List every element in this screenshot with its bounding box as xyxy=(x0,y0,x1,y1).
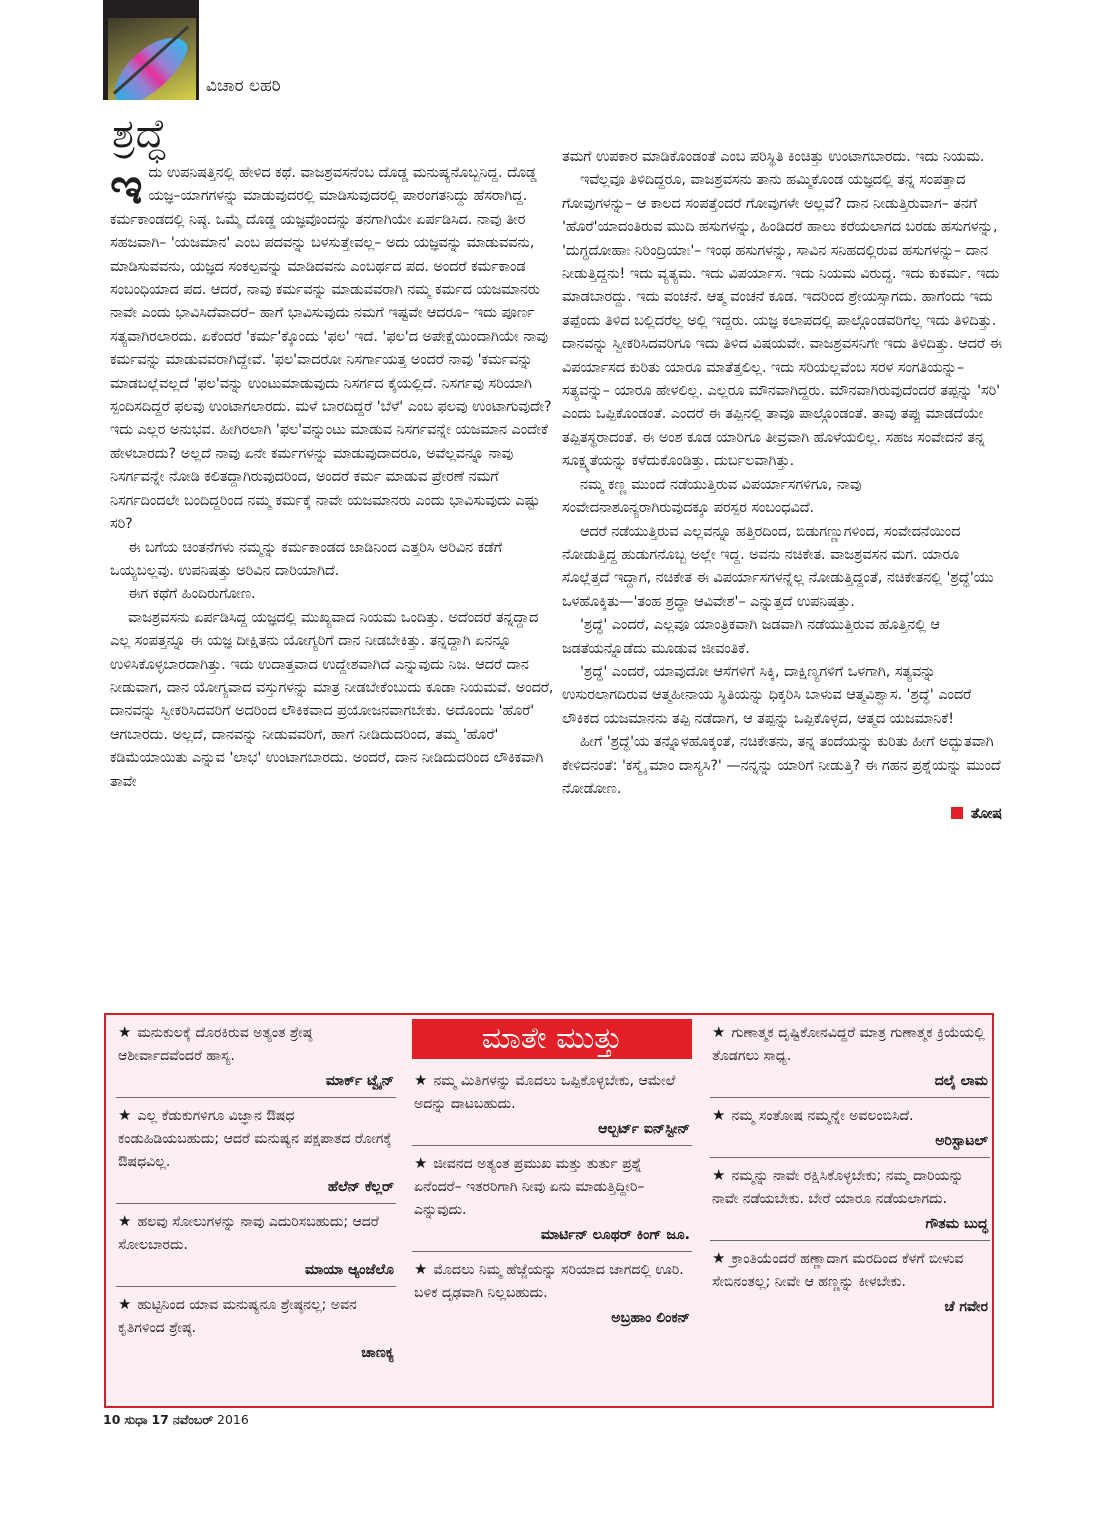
star-icon: ★ xyxy=(118,1295,132,1313)
article-paragraph: ವಾಜಶ್ರವಸನು ಏರ್ಪಡಿಸಿದ್ದ ಯಜ್ಞದಲ್ಲಿ ಮುಖ್ಯವಾದ ನಿಯಮ ಒಂದಿತ್ತು. ಅದೆಂದರೆ ತನ್ನದ್ದಾದ ಎಲ್ಲ ಸಂಪತ್ತನ್ನೂ ಈ ಯಜ್ಞ ದೀಕ್ಷಿತನು ಯೋಗ್ಯರಿಗೆ ದಾನ ನೀಡಬೇಕಿತ್ತು. ತನ್ನದ್ದಾಗಿ ಏನನ್ನೂ ಉಳಿಸಿಕೊಳ್ಳಬಾರದಾಗಿತ್ತು. ಇದು ಉದಾತ್ತವಾದ ಉದ್ದೇಶವಾಗಿದೆ ಎನ್ನುವುದು ನಿಜ. ಆದರೆ ದಾನ ನೀಡುವಾಗ, ದಾನ ಯೋಗ್ಯವಾದ ವಸ್ತುಗಳನ್ನು ಮಾತ್ರ ನೀಡಬೇಕೆಂಬುದು ಕೂಡಾ ನಿಯಮವೆ. ಅಂದರೆ, ದಾನವನ್ನು ಸ್ವೀಕರಿಸಿದವರಿಗೆ ಅದರಿಂದ ಲೌಕಿಕವಾದ ಪ್ರಯೋಜನವಾಗಬೇಕು. ಅದೊಂದು 'ಹೊರೆ' ಆಗಬಾರದು. ಅಲ್ಲದೆ, ದಾನವನ್ನು ನೀಡುವವರಿಗೆ, ಹಾಗೆ ನೀಡಿದುದರಿಂದ, ತಮ್ಮ 'ಹೊರೆ' ಕಡಿಮೆಯಾಯಿತು ಎನ್ನುವ 'ಲಾಭ' ಉಂಟಾಗಬಾರದು. ಅಂದರೆ, ದಾನ ನೀಡಿದುದರಿಂದ ಲೌಕಿಕವಾಗಿ ತಾವೇ xyxy=(110,609,554,790)
quote-author: ಚೆ ಗವೇರ xyxy=(944,1299,988,1315)
quote-item: ★ ಮೊದಲು ನಿಮ್ಮ ಹೆಜ್ಜೆಯನ್ನು ಸರಿಯಾದ ಜಾಗದಲ್ಲಿ ಊರಿ. ಬಳಿಕ ದೃಢವಾಗಿ ನಿಲ್ಲಬಹುದು. ಅಬ್ರಹಾಂ ಲಿಂಕನ್ xyxy=(412,1252,692,1334)
star-icon: ★ xyxy=(414,1260,428,1278)
quote-item: ★ ಎಲ್ಲ ಕೆಡುಕುಗಳಿಗೂ ವಿಜ್ಞಾನ ಔಷಧ ಕಂಡುಹಿಡಿಯಬಹುದು; ಆದರೆ ಮನುಷ್ಯನ ಪಕ್ಷಪಾತದ ರೋಗಕ್ಕೆ ಔಷಧವಿಲ್ಲ. ಹೆಲೆನ್ ಕೆಲ್ಲರ್ xyxy=(116,1098,396,1204)
quote-author: ಮಾಯಾ ಆ್ಯಂಜೆಲೊ xyxy=(305,1262,394,1278)
quote-author: ಆಲ್ಬರ್ಟ್ ಐನ್‌ಸ್ಟೀನ್ xyxy=(598,1121,690,1137)
article-column-2 xyxy=(562,146,1002,827)
star-icon: ★ xyxy=(712,1106,726,1124)
section-logo xyxy=(103,0,199,100)
star-icon: ★ xyxy=(414,1154,428,1172)
quote-item: ★ ನಮ್ಮ ಸಂತೋಷ ನಮ್ಮನ್ನೇ ಅವಲಂಬಿಸಿದೆ. ಅರಿಸ್ಟಾಟಲ್ xyxy=(710,1098,990,1158)
quote-author: ಚಾಣಕ್ಯ xyxy=(361,1345,394,1361)
feather-quill-icon xyxy=(108,18,196,100)
article-paragraph: ಇವೆಲ್ಲವೂ ತಿಳಿದಿದ್ದರೂ, ವಾಜಶ್ರವಸನು ತಾನು ಹಮ್ಮಿಕೊಂಡ ಯಜ್ಞದಲ್ಲಿ ತನ್ನ ಸಂಪತ್ತಾದ ಗೋವುಗಳನ್ನು– ಆ ಕಾಲದ ಸಂಪತ್ತೆಂದರೆ ಗೋವುಗಳೇ ಅಲ್ಲವೆ? ದಾನ ನೀಡುತ್ತಿರುವಾಗ– ತನಗೆ 'ಹೊರೆ'ಯಾದಂತಿರುವ ಮುದಿ ಹಸುಗಳನ್ನು, ಹಿಂಡಿದರೆ ಹಾಲು ಕರೆಯಲಾಗದ ಬರಡು ಹಸುಗಳನ್ನು, 'ದುಗ್ಧದೋಹಾಃ ನಿರಿಂದ್ರಿಯಾಃ'– ಇಂಥ ಹಸುಗಳನ್ನು, ಸಾವಿನ ಸನಿಹದಲ್ಲಿರುವ ಹಸುಗಳನ್ನು– ದಾನ ನೀಡುತ್ತಿದ್ದನು! ಇದು ವ್ಯತ್ಯಮ. ಇದು ವಿಪರ್ಯಾಸ. ಇದು ನಿಯಮ ವಿರುದ್ಧ. ಇದು ಕುಕರ್ಮ. ಇದು ಮಾಡಬಾರದ್ದು. ಇದು ವಂಚನೆ. ಆತ್ಮ ವಂಚನೆ ಕೂಡ. ಇದರಿಂದ ಶ್ರೇಯಸ್ಸಾಗದು. ಹಾಗೆಂದು ಇದು ತಪ್ಪೆಂದು ತಿಳಿದ ಬಲ್ಲಿದರೆಲ್ಲ ಅಲ್ಲಿ ಇದ್ದರು. ಯಜ್ಞ ಕಲಾಪದಲ್ಲಿ ಪಾಲ್ಗೊಂಡವರಿಗೆಲ್ಲ ಇದು ತಿಳಿದಿತ್ತು. ದಾನವನ್ನು ಸ್ವೀಕರಿಸಿದವರಿಗೂ ಇದು ತಿಳಿದ ವಿಷಯವೇ. ವಾಜಶ್ರವಸನಿಗೇ ಇದು ತಿಳಿದಿತ್ತು. ಆದರೆ ಈ ವಿಪರ್ಯಾಸದ ಕುರಿತು ಯಾರೂ ಮಾತೆತ್ತಲಿಲ್ಲ. ಇದು ಸರಿಯಲ್ಲವೆಂಬ ಸರಳ ಸಂಗತಿಯನ್ನು– ಸತ್ಯವನ್ನು– ಯಾರೂ ಹೇಳಲಿಲ್ಲ. ಎಲ್ಲರೂ ಮೌನವಾಗಿದ್ದರು. ಮೌನವಾಗಿರುವುದೆಂದರೆ ತಪ್ಪನ್ನು 'ಸರಿ' ಎಂದು ಒಪ್ಪಿಕೊಂಡಂತೆ. ಎಂದರೆ ಈ ತಪ್ಪಿನಲ್ಲಿ ತಾವೂ ಪಾಲ್ಗೊಂಡಂತೆ. ತಾವು ತಪ್ಪು ಮಾಡದೆಯೇ ತಪ್ಪಿತಸ್ಥರಾದಂತೆ. ಈ ಅಂಶ ಕೂಡ ಯಾರಿಗೂ ತೀವ್ರವಾಗಿ ಹೊಳೆಯಲಿಲ್ಲ. ಸಹಜ ಸಂವೇದನೆ ತನ್ನ ಸೂಕ್ಷ್ಮತೆಯನ್ನು ಕಳೆದುಕೊಂಡಿತ್ತು. ದುರ್ಬಲವಾಗಿತ್ತು. xyxy=(562,172,1002,470)
drop-cap: ಇ xyxy=(110,156,143,215)
author-byline: ತೋಷ xyxy=(562,803,1002,826)
quote-author: ಮಾರ್ಕ್ ಟ್ವೈನ್ xyxy=(325,1073,394,1089)
issue-month: ನವೆಂಬರ್ xyxy=(172,1412,214,1427)
article-paragraph: 'ಶ್ರದ್ಧೆ' ಎಂದರೆ, ಯಾವುದೋ ಆಸೆಗಳಿಗೆ ಸಿಕ್ಕಿ, ದಾಕ್ಷಿಣ್ಯಗಳಿಗೆ ಒಳಗಾಗಿ, ಸತ್ಯವನ್ನು ಉಸುರಲಾಗದಿರುವ ಆತ್ಮಹೀನಾಯ ಸ್ಥಿತಿಯನ್ನು ಧಿಕ್ಕರಿಸಿ ಬಾಳುವ ಆತ್ಮವಿಶ್ವಾಸ. 'ಶ್ರದ್ಧೆ' ಎಂದರೆ ಲೌಕಿಕದ ಯಜಮಾನನು ತಪ್ಪಿ ನಡೆದಾಗ, ಆ ತಪ್ಪನ್ನು ಒಪ್ಪಿಕೊಳ್ಳದ, ಆತ್ಮದ ಯಜಮಾನಿಕೆ! xyxy=(562,663,972,727)
star-icon: ★ xyxy=(118,1212,132,1230)
star-icon: ★ xyxy=(712,1166,726,1184)
article-column-1 xyxy=(110,110,560,794)
quotes-column-3 xyxy=(710,1015,990,1323)
quotes-column-1 xyxy=(116,1015,396,1369)
star-icon: ★ xyxy=(118,1106,132,1124)
magazine-name: ಸುಧಾ xyxy=(124,1412,148,1427)
article-paragraph: ತಮಗೆ ಉಪಕಾರ ಮಾಡಿಕೊಂಡಂತೆ ಎಂಬ ಪರಿಸ್ಥಿತಿ ಕಿಂಚಿತ್ತು ಉಂಟಾಗಬಾರದು. ಇದು ನಿಯಮ. xyxy=(562,149,985,165)
article-title: ಶ್ರದ್ಧೆ xyxy=(112,111,167,157)
issue-year: 2016 xyxy=(217,1412,249,1427)
quote-author: ಅರಿಸ್ಟಾಟಲ್ xyxy=(935,1133,988,1149)
quote-item: ★ ಹಲವು ಸೋಲುಗಳನ್ನು ನಾವು ಎದುರಿಸಬಹುದು; ಆದರೆ ಸೋಲಬಾರದು. ಮಾಯಾ ಆ್ಯಂಜೆಲೊ xyxy=(116,1204,396,1287)
article-paragraph: ಆದರೆ ನಡೆಯುತ್ತಿರುವ ಎಲ್ಲವನ್ನೂ ಹತ್ತಿರದಿಂದ, ಬಿಡುಗಣ್ಣುಗಳಿಂದ, ಸಂವೇದನೆಯಿಂದ ನೋಡುತ್ತಿದ್ದ ಹುಡುಗನೊಬ್ಬ ಅಲ್ಲೇ ಇದ್ದ. ಅವನು ನಚಿಕೇತ. ವಾಜಶ್ರವಸನ ಮಗ. ಯಾರೂ ಸೊಲ್ಲೆತ್ತದೆ ಇದ್ದಾಗ, ನಚಿಕೇತ ಈ ವಿಪರ್ಯಾಸಗಳನ್ನೆಲ್ಲ ನೋಡುತ್ತಿದ್ದಂತೆ, ನಚಿಕೇತನಲ್ಲಿ 'ಶ್ರದ್ಧೆ'ಯು ಒಳಹೊಕ್ಕಿತು—'ತಂಹ ಶ್ರದ್ಧಾ ಆವಿವೇಶ'– ಎನ್ನುತ್ತದೆ ಉಪನಿಷತ್ತು. xyxy=(562,523,994,610)
article-paragraph: ನಮ್ಮ ಕಣ್ಣ ಮುಂದೆ ನಡೆಯುತ್ತಿರುವ ವಿಪರ್ಯಾಸಗಳಿಗೂ, ನಾವು ಸಂವೇದನಾಶೂನ್ಯರಾಗಿರುವುದಕ್ಕೂ ಪರಸ್ಪರ ಸಂಬಂಧವಿದೆ. xyxy=(562,476,862,517)
article-paragraph: ಈ ಬಗೆಯ ಚಿಂತನೆಗಳು ನಮ್ಮನ್ನು ಕರ್ಮಕಾಂಡದ ಜಾಡಿನಿಂದ ಎತ್ತರಿಸಿ ಅರಿವಿನ ಕಡೆಗೆ ಒಯ್ಯಬಲ್ಲವು. ಉಪನಿಷತ್ತು ಅರಿವಿನ ದಾರಿಯಾಗಿದೆ. xyxy=(110,539,503,579)
quote-author: ಅಬ್ರಹಾಂ ಲಿಂಕನ್ xyxy=(611,1310,690,1326)
quotes-box xyxy=(104,1013,994,1408)
page-footer xyxy=(103,1412,249,1428)
quote-author: ಮಾರ್ಟಿನ್ ಲೂಥರ್ ಕಿಂಗ್ ಜೂ. xyxy=(540,1227,690,1243)
star-icon: ★ xyxy=(118,1023,132,1041)
quote-item: ★ ನಮ್ಮನ್ನು ನಾವೇ ರಕ್ಷಿಸಿಕೊಳ್ಳಬೇಕು; ನಮ್ಮ ದಾರಿಯನ್ನು ನಾವೇ ನಡೆಯಬೇಕು. ಬೇರೆ ಯಾರೂ ನಡೆಯಲಾಗದು. ಗೌತಮ ಬುದ್ಧ xyxy=(710,1158,990,1241)
page-number: 10 xyxy=(103,1412,121,1427)
article-paragraph: ಹೀಗೆ 'ಶ್ರದ್ಧೆ'ಯ ತನ್ನೊಳಹೊಕ್ಕಂತೆ, ನಚಿಕೇತನು, ತನ್ನ ತಂದೆಯನ್ನು ಕುರಿತು ಹೀಗೆ ಅದ್ಭುತವಾಗಿ ಕೇಳಿದನಂತೆ: 'ಕಸ್ಮೈ ಮಾಂ ದಾಸ್ಯಸಿ?' —ನನ್ನನ್ನು ಯಾರಿಗೆ ನೀಡುತ್ತಿ? ಈ ಗಹನ ಪ್ರಶ್ನೆಯನ್ನು ಮುಂದೆ ನೋಡೋಣ. xyxy=(562,734,1001,797)
quote-item: ★ ನಮ್ಮ ಮಿತಿಗಳನ್ನು ಮೊದಲು ಒಪ್ಪಿಕೊಳ್ಳಬೇಕು, ಆಮೇಲೆ ಅದನ್ನು ದಾಟಬಹುದು. ಆಲ್ಬರ್ಟ್ ಐನ್‌ಸ್ಟೀನ್ xyxy=(412,1063,692,1146)
issue-day: 17 xyxy=(151,1412,169,1427)
article-paragraph: ಈಗ ಕಥೆಗೆ ಹಿಂದಿರುಗೋಣ. xyxy=(128,586,256,603)
quote-item: ★ ಕ್ರಾಂತಿಯೆಂದರೆ ಹಣ್ಣಾದಾಗ ಮರದಿಂದ ಕೆಳಗೆ ಬೀಳುವ ಸೇಬಿನಂತಲ್ಲ; ನೀವೇ ಆ ಹಣ್ಣನ್ನು ಕೀಳಬೇಕು. ಚೆ ಗವೇರ xyxy=(710,1241,990,1323)
quotes-column-2 xyxy=(412,1015,692,1334)
quote-item: ★ ಗುಣಾತ್ಮಕ ದೃಷ್ಟಿಕೋನವಿದ್ದರೆ ಮಾತ್ರ ಗುಣಾತ್ಮಕ ಕ್ರಿಯೆಯಲ್ಲಿ ತೊಡಗಲು ಸಾಧ್ಯ. ದಲೈ ಲಾಮ xyxy=(710,1015,990,1098)
quote-item: ★ ಜೀವನದ ಅತ್ಯಂತ ಪ್ರಮುಖ ಮತ್ತು ತುರ್ತು ಪ್ರಶ್ನೆ ಏನೆಂದರೆ– ಇತರರಿಗಾಗಿ ನೀವು ಏನು ಮಾಡುತ್ತಿದ್ದೀರಿ– ಎನ್ನುವುದು. ಮಾರ್ಟಿನ್ ಲೂಥರ್ ಕಿಂಗ್ ಜೂ. xyxy=(412,1146,692,1252)
byline-square-icon xyxy=(951,807,963,819)
quote-item: ★ ಹುಟ್ಟಿನಿಂದ ಯಾವ ಮನುಷ್ಯನೂ ಶ್ರೇಷ್ಠನಲ್ಲ; ಅವನ ಕೃತಿಗಳಿಂದ ಶ್ರೇಷ್ಠ. ಚಾಣಕ್ಯ xyxy=(116,1287,396,1369)
star-icon: ★ xyxy=(414,1071,428,1089)
quotes-box-title: ಮಾತೇ ಮುತ್ತು xyxy=(412,1019,692,1059)
quote-item: ★ ಮನುಕುಲಕ್ಕೆ ದೊರಕಿರುವ ಅತ್ಯಂತ ಶ್ರೇಷ್ಠ ಆಶೀರ್ವಾದವೆಂದರೆ ಹಾಸ್ಯ. ಮಾರ್ಕ್ ಟ್ವೈನ್ xyxy=(116,1015,396,1098)
article-paragraph: ಇದು ಉಪನಿಷತ್ತಿನಲ್ಲಿ ಹೇಳಿದ ಕಥೆ. ವಾಜಶ್ರವಸನೆಂಬ ದೊಡ್ಡ ಮನುಷ್ಯನೊಬ್ಬನಿದ್ದ. ದೊಡ್ಡ ಯಜ್ಞ–ಯಾಗಗಳನ್ನು ಮಾಡುವುದರಲ್ಲಿ ಮಾಡಿಸುವುದರಲ್ಲಿ ಪಾರಂಗತನಿದ್ದು ಹೆಸರಾಗಿದ್ದ. ಕರ್ಮಕಾಂಡದಲ್ಲಿ ನಿಷ್ಠ. ಒಮ್ಮೆ ದೊಡ್ಡ ಯಜ್ಞವೊಂದನ್ನು ತನಗಾಗಿಯೇ ಏರ್ಪಡಿಸಿದ. ನಾವು ತೀರ ಸಹಜವಾಗಿ– 'ಯಜಮಾನ' ಎಂಬ ಪದವನ್ನು ಬಳಸುತ್ತೇವಲ್ಲ– ಅದು ಯಜ್ಞವನ್ನು ಮಾಡುವವನು, ಮಾಡಿಸುವವನು, ಯಜ್ಞದ ಸಂಕಲ್ಪವನ್ನು ಮಾಡಿದವನು ಎಂಬರ್ಥದ ಪದ. ಅಂದರೆ ಕರ್ಮಕಾಂಡ ಸಂಬಂಧಿಯಾದ ಪದ. ಆದರೆ, ನಾವು ಕರ್ಮವನ್ನು ಮಾಡುವವರಾಗಿ ನಮ್ಮ ಕರ್ಮದ ಯಜಮಾನರು ನಾವೇ ಎಂದು ಭಾವಿಸಿದೆವಾದರೆ– ಹಾಗೆ ಭಾವಿಸುವುದು ನಮಗೆ ಇಷ್ಟವೇ ಆದರೂ– ಇದು ಪೂರ್ಣ ಸತ್ಯವಾಗಿರಲಾರದು. ಏಕೆಂದರೆ 'ಕರ್ಮ'ಕ್ಕೊಂದು 'ಫಲ' ಇದೆ. 'ಫಲ'ದ ಅಪೇಕ್ಷೆಯಿಂದಾಗಿಯೇ ನಾವು ಕರ್ಮವನ್ನು ಮಾಡುವವರಾಗಿದ್ದೇವೆ. 'ಫಲ'ವಾದರೋ ನಿಸರ್ಗಾಯತ್ತ ಅಂದರೆ ನಾವು 'ಕರ್ಮವನ್ನು ಮಾಡಬಲ್ಲೆವಲ್ಲದೆ 'ಫಲ'ವನ್ನು ಉಂಟುಮಾಡುವುದು ನಿಸರ್ಗದ ಕೈಯಲ್ಲಿದೆ. ನಿಸರ್ಗವು ಸರಿಯಾಗಿ ಸ್ಪಂದಿಸದಿದ್ದರೆ ಫಲವು ಉಂಟಾಗಲಾರದು. ಮಳೆ ಬಾರದಿದ್ದರೆ 'ಬೆಳೆ' ಎಂಬ ಫಲವು ಉಂಟಾಗುವುದೇ? ಇದು ಎಲ್ಲರ ಅನುಭವ. ಹೀಗಿರಲಾಗಿ 'ಫಲ'ವನ್ನುಂಟು ಮಾಡುವ ನಿಸರ್ಗವನ್ನೇ ಯಜಮಾನ ಎಂದೇಕೆ ಹೇಳಬಾರದು? ಅಲ್ಲದೆ ನಾವು ಏನೇ ಕರ್ಮಗಳನ್ನು ಮಾಡುವುದಾದರೂ, ಅವೆಲ್ಲವನ್ನೂ ನಾವು ನಿಸರ್ಗವನ್ನೇ ನೋಡಿ ಕಲಿತದ್ದಾಗಿರುವುದರಿಂದ, ಅಂದರೆ ಕರ್ಮ ಮಾಡುವ ಪ್ರೇರಣೆ ನಮಗೆ ನಿಸರ್ಗದಿಂದಲೇ ಬಂದಿದ್ದರಿಂದ ನಮ್ಮ ಕರ್ಮಕ್ಕೆ ನಾವೇ ಯಜಮಾನರು ಎಂದು ಭಾವಿಸುವುದು ಎಷ್ಟು ಸರಿ? xyxy=(110,156,552,533)
section-label: ವಿಚಾರ ಲಹರಿ xyxy=(206,76,281,96)
star-icon: ★ xyxy=(712,1249,726,1267)
quote-author: ದಲೈ ಲಾಮ xyxy=(934,1073,988,1089)
quote-author: ಹೆಲೆನ್ ಕೆಲ್ಲರ್ xyxy=(327,1179,394,1195)
star-icon: ★ xyxy=(712,1023,726,1041)
article-paragraph: 'ಶ್ರದ್ಧೆ' ಎಂದರೆ, ಎಲ್ಲವೂ ಯಾಂತ್ರಿಕವಾಗಿ ಜಡವಾಗಿ ನಡೆಯುತ್ತಿರುವ ಹೊತ್ತಿನಲ್ಲಿ ಆ ಜಡತೆಯನ್ನೊಡೆದು ಮೂಡುವ ಜೀವಂತಿಕೆ. xyxy=(562,617,940,657)
quote-author: ಗೌತಮ ಬುದ್ಧ xyxy=(925,1216,988,1232)
